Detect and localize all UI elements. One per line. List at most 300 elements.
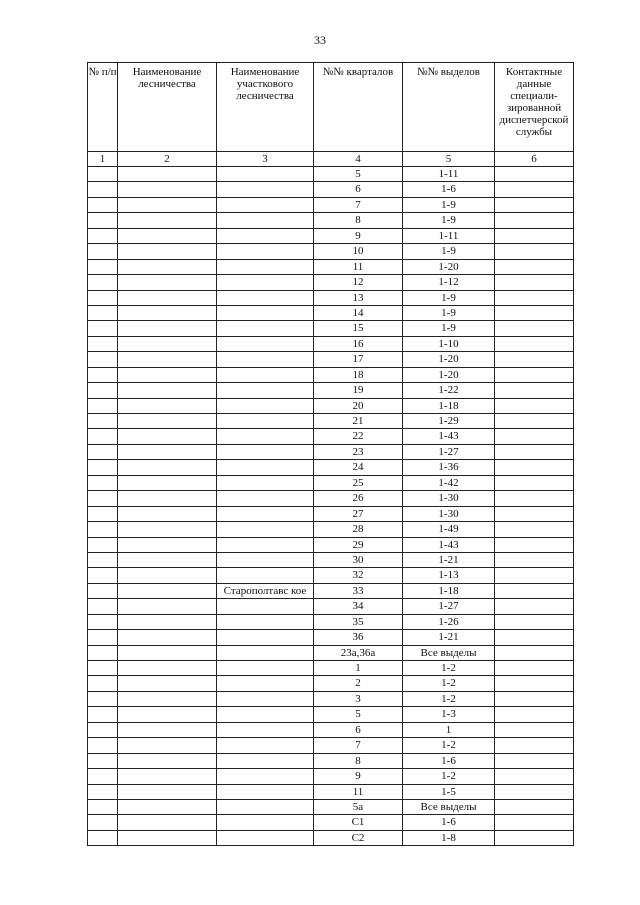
empty-cell (495, 722, 574, 737)
table-row (88, 753, 574, 768)
allotment-cell: 1 (403, 722, 495, 737)
allotment-cell: 1-3 (403, 707, 495, 722)
quarter-cell: 22 (314, 429, 403, 444)
empty-cell (217, 784, 314, 799)
empty-cell (88, 506, 118, 521)
allotment-cell: 1-21 (403, 552, 495, 567)
empty-cell (118, 614, 217, 629)
empty-cell (118, 367, 217, 382)
allotment-cell: 1-9 (403, 305, 495, 320)
empty-cell (118, 722, 217, 737)
empty-cell (88, 537, 118, 552)
empty-cell (88, 228, 118, 243)
quarter-cell: 20 (314, 398, 403, 413)
empty-cell (495, 475, 574, 490)
empty-cell (118, 753, 217, 768)
empty-cell (88, 815, 118, 830)
table-row (88, 599, 574, 614)
empty-cell (118, 552, 217, 567)
column-number: 4 (314, 152, 403, 167)
quarter-cell: 8 (314, 213, 403, 228)
empty-cell (495, 352, 574, 367)
empty-cell (217, 244, 314, 259)
quarter-cell: 14 (314, 305, 403, 320)
empty-cell (88, 414, 118, 429)
page-number: 33 (314, 33, 326, 47)
empty-cell (217, 182, 314, 197)
quarter-cell: 11 (314, 784, 403, 799)
empty-cell (88, 475, 118, 490)
quarter-cell: 6 (314, 182, 403, 197)
forest-quarters-table (87, 62, 574, 846)
table-row (88, 630, 574, 645)
empty-cell (118, 769, 217, 784)
empty-cell (88, 722, 118, 737)
empty-cell (217, 213, 314, 228)
empty-cell (495, 552, 574, 567)
header-quarters: №№ кварталов (314, 63, 403, 152)
quarter-cell: 17 (314, 352, 403, 367)
allotment-cell: 1-9 (403, 213, 495, 228)
empty-cell (495, 645, 574, 660)
empty-cell (217, 305, 314, 320)
empty-cell (217, 722, 314, 737)
empty-cell (217, 275, 314, 290)
column-number: 5 (403, 152, 495, 167)
empty-cell (118, 491, 217, 506)
empty-cell (118, 398, 217, 413)
table-row (88, 691, 574, 706)
quarter-cell: 35 (314, 614, 403, 629)
quarter-cell: 23 (314, 444, 403, 459)
empty-cell (88, 630, 118, 645)
subforestry-name: Старополтавс кое (217, 583, 314, 598)
empty-cell (495, 583, 574, 598)
quarter-cell: 9 (314, 228, 403, 243)
quarter-cell: 6 (314, 722, 403, 737)
table-row (88, 383, 574, 398)
empty-cell (495, 707, 574, 722)
quarter-cell: 1 (314, 661, 403, 676)
empty-cell (88, 398, 118, 413)
quarter-cell: 30 (314, 552, 403, 567)
empty-cell (217, 707, 314, 722)
table-row (88, 645, 574, 660)
empty-cell (495, 738, 574, 753)
column-number: 6 (495, 152, 574, 167)
empty-cell (88, 522, 118, 537)
empty-cell (118, 583, 217, 598)
quarter-cell: 5 (314, 707, 403, 722)
allotment-cell: 1-11 (403, 228, 495, 243)
empty-cell (217, 753, 314, 768)
empty-cell (118, 321, 217, 336)
allotment-cell: 1-9 (403, 244, 495, 259)
header-contacts: Контактные данные специали-зированной диспетчерской службы (495, 63, 574, 152)
table-row (88, 182, 574, 197)
table-row (88, 429, 574, 444)
table-row (88, 784, 574, 799)
empty-cell (217, 614, 314, 629)
empty-cell (88, 213, 118, 228)
table-row (88, 336, 574, 351)
empty-cell (88, 707, 118, 722)
empty-cell (118, 182, 217, 197)
empty-cell (118, 522, 217, 537)
empty-cell (495, 383, 574, 398)
allotment-cell: 1-13 (403, 568, 495, 583)
allotment-cell: 1-20 (403, 352, 495, 367)
allotment-cell: 1-27 (403, 599, 495, 614)
quarter-cell: 33 (314, 583, 403, 598)
allotment-cell: 1-9 (403, 321, 495, 336)
empty-cell (118, 460, 217, 475)
column-number: 1 (88, 152, 118, 167)
header-row (88, 63, 574, 152)
quarter-cell: 19 (314, 383, 403, 398)
allotment-cell: 1-27 (403, 444, 495, 459)
table-row (88, 491, 574, 506)
empty-cell (118, 707, 217, 722)
empty-cell (495, 398, 574, 413)
empty-cell (88, 645, 118, 660)
empty-cell (118, 691, 217, 706)
allotment-cell: 1-5 (403, 784, 495, 799)
quarter-cell: 28 (314, 522, 403, 537)
empty-cell (217, 799, 314, 814)
allotment-cell: 1-26 (403, 614, 495, 629)
empty-cell (88, 583, 118, 598)
allotment-cell: 1-12 (403, 275, 495, 290)
empty-cell (217, 552, 314, 567)
empty-cell (88, 167, 118, 182)
empty-cell (217, 491, 314, 506)
table-row (88, 537, 574, 552)
quarter-cell: 34 (314, 599, 403, 614)
empty-cell (495, 444, 574, 459)
empty-cell (217, 383, 314, 398)
empty-cell (495, 321, 574, 336)
empty-cell (495, 753, 574, 768)
empty-cell (217, 676, 314, 691)
empty-cell (88, 197, 118, 212)
empty-cell (217, 398, 314, 413)
empty-cell (118, 537, 217, 552)
allotment-cell: 1-2 (403, 676, 495, 691)
table-row (88, 398, 574, 413)
quarter-cell: 23а,36а (314, 645, 403, 660)
empty-cell (118, 244, 217, 259)
empty-cell (495, 830, 574, 845)
empty-cell (118, 383, 217, 398)
empty-cell (217, 599, 314, 614)
table-row (88, 167, 574, 182)
table-row (88, 722, 574, 737)
empty-cell (495, 336, 574, 351)
empty-cell (88, 429, 118, 444)
quarter-cell: 18 (314, 367, 403, 382)
empty-cell (88, 491, 118, 506)
allotment-cell: 1-6 (403, 182, 495, 197)
empty-cell (495, 259, 574, 274)
quarter-cell: 5а (314, 799, 403, 814)
empty-cell (495, 197, 574, 212)
empty-cell (217, 830, 314, 845)
allotment-cell: 1-49 (403, 522, 495, 537)
allotment-cell: Все выделы (403, 645, 495, 660)
empty-cell (118, 784, 217, 799)
empty-cell (118, 305, 217, 320)
empty-cell (88, 321, 118, 336)
table-row (88, 197, 574, 212)
empty-cell (118, 167, 217, 182)
allotment-cell: 1-9 (403, 290, 495, 305)
empty-cell (88, 552, 118, 567)
quarter-cell: 16 (314, 336, 403, 351)
empty-cell (118, 336, 217, 351)
table-row (88, 228, 574, 243)
empty-cell (495, 491, 574, 506)
empty-cell (88, 799, 118, 814)
empty-cell (118, 630, 217, 645)
empty-cell (217, 460, 314, 475)
empty-cell (495, 290, 574, 305)
allotment-cell: 1-6 (403, 815, 495, 830)
empty-cell (217, 475, 314, 490)
table-row (88, 213, 574, 228)
empty-cell (217, 290, 314, 305)
quarter-cell: 21 (314, 414, 403, 429)
empty-cell (88, 830, 118, 845)
allotment-cell: 1-10 (403, 336, 495, 351)
table-row (88, 815, 574, 830)
empty-cell (118, 661, 217, 676)
quarter-cell: 5 (314, 167, 403, 182)
table-row (88, 707, 574, 722)
quarter-cell: 25 (314, 475, 403, 490)
empty-cell (88, 738, 118, 753)
empty-cell (118, 290, 217, 305)
allotment-cell: 1-20 (403, 367, 495, 382)
allotment-cell: 1-30 (403, 506, 495, 521)
empty-cell (495, 275, 574, 290)
table-row (88, 661, 574, 676)
empty-cell (118, 475, 217, 490)
empty-cell (88, 599, 118, 614)
allotment-cell: Все выделы (403, 799, 495, 814)
empty-cell (88, 769, 118, 784)
empty-cell (217, 506, 314, 521)
empty-cell (495, 691, 574, 706)
quarter-cell: 9 (314, 769, 403, 784)
table-row (88, 290, 574, 305)
empty-cell (217, 259, 314, 274)
quarter-cell: 29 (314, 537, 403, 552)
empty-cell (118, 213, 217, 228)
empty-cell (495, 182, 574, 197)
quarter-cell: 2 (314, 676, 403, 691)
empty-cell (217, 321, 314, 336)
empty-cell (118, 568, 217, 583)
allotment-cell: 1-43 (403, 537, 495, 552)
quarter-cell: 12 (314, 275, 403, 290)
empty-cell (495, 213, 574, 228)
empty-cell (118, 352, 217, 367)
quarter-cell: 7 (314, 197, 403, 212)
table-row (88, 321, 574, 336)
empty-cell (217, 444, 314, 459)
empty-cell (88, 290, 118, 305)
empty-cell (88, 753, 118, 768)
empty-cell (217, 691, 314, 706)
quarter-cell: 36 (314, 630, 403, 645)
allotment-cell: 1-9 (403, 197, 495, 212)
empty-cell (217, 197, 314, 212)
header-subforestry: Наименование участкового лесничества (217, 63, 314, 152)
empty-cell (217, 352, 314, 367)
empty-cell (495, 599, 574, 614)
quarter-cell: 27 (314, 506, 403, 521)
empty-cell (88, 305, 118, 320)
empty-cell (118, 228, 217, 243)
table-row (88, 367, 574, 382)
header-allotments: №№ выделов (403, 63, 495, 152)
table-row (88, 305, 574, 320)
allotment-cell: 1-8 (403, 830, 495, 845)
empty-cell (217, 537, 314, 552)
empty-cell (118, 815, 217, 830)
allotment-cell: 1-2 (403, 691, 495, 706)
empty-cell (495, 522, 574, 537)
empty-cell (217, 661, 314, 676)
empty-cell (495, 614, 574, 629)
quarter-cell: 13 (314, 290, 403, 305)
table-row (88, 830, 574, 845)
column-number: 3 (217, 152, 314, 167)
quarter-cell: 15 (314, 321, 403, 336)
empty-cell (495, 429, 574, 444)
empty-cell (495, 630, 574, 645)
empty-cell (88, 367, 118, 382)
empty-cell (217, 429, 314, 444)
empty-cell (118, 197, 217, 212)
table-row (88, 275, 574, 290)
table-row (88, 583, 574, 598)
table-row (88, 522, 574, 537)
empty-cell (88, 568, 118, 583)
empty-cell (495, 244, 574, 259)
empty-cell (217, 167, 314, 182)
table-row (88, 414, 574, 429)
quarter-cell: 7 (314, 738, 403, 753)
empty-cell (88, 275, 118, 290)
empty-cell (495, 460, 574, 475)
empty-cell (495, 167, 574, 182)
allotment-cell: 1-30 (403, 491, 495, 506)
empty-cell (88, 244, 118, 259)
header-number: № п/п (88, 63, 118, 152)
empty-cell (88, 661, 118, 676)
empty-cell (88, 691, 118, 706)
allotment-cell: 1-29 (403, 414, 495, 429)
allotment-cell: 1-22 (403, 383, 495, 398)
table-row (88, 244, 574, 259)
allotment-cell: 1-11 (403, 167, 495, 182)
empty-cell (217, 645, 314, 660)
table-row (88, 259, 574, 274)
allotment-cell: 1-2 (403, 738, 495, 753)
empty-cell (217, 336, 314, 351)
quarter-cell: 10 (314, 244, 403, 259)
empty-cell (88, 383, 118, 398)
table-row (88, 460, 574, 475)
empty-cell (118, 830, 217, 845)
empty-cell (495, 784, 574, 799)
table-row (88, 769, 574, 784)
quarter-cell: С1 (314, 815, 403, 830)
empty-cell (88, 614, 118, 629)
empty-cell (217, 568, 314, 583)
column-number: 2 (118, 152, 217, 167)
empty-cell (495, 568, 574, 583)
empty-cell (495, 305, 574, 320)
allotment-cell: 1-42 (403, 475, 495, 490)
table-row (88, 738, 574, 753)
empty-cell (118, 799, 217, 814)
table-row (88, 352, 574, 367)
empty-cell (118, 259, 217, 274)
empty-cell (217, 522, 314, 537)
empty-cell (118, 738, 217, 753)
table-row (88, 676, 574, 691)
empty-cell (217, 414, 314, 429)
empty-cell (495, 676, 574, 691)
empty-cell (495, 815, 574, 830)
table-row (88, 506, 574, 521)
quarter-cell: 24 (314, 460, 403, 475)
empty-cell (495, 414, 574, 429)
empty-cell (495, 506, 574, 521)
empty-cell (495, 769, 574, 784)
allotment-cell: 1-18 (403, 583, 495, 598)
quarter-cell: 32 (314, 568, 403, 583)
table-row (88, 799, 574, 814)
empty-cell (217, 815, 314, 830)
empty-cell (118, 645, 217, 660)
empty-cell (88, 784, 118, 799)
table-row (88, 444, 574, 459)
column-number-row (88, 152, 574, 167)
empty-cell (217, 769, 314, 784)
allotment-cell: 1-2 (403, 769, 495, 784)
empty-cell (88, 444, 118, 459)
table-row (88, 614, 574, 629)
empty-cell (217, 367, 314, 382)
empty-cell (118, 676, 217, 691)
allotment-cell: 1-36 (403, 460, 495, 475)
quarter-cell: 26 (314, 491, 403, 506)
empty-cell (118, 506, 217, 521)
empty-cell (118, 444, 217, 459)
allotment-cell: 1-2 (403, 661, 495, 676)
empty-cell (217, 228, 314, 243)
empty-cell (217, 630, 314, 645)
empty-cell (118, 429, 217, 444)
empty-cell (118, 599, 217, 614)
empty-cell (495, 661, 574, 676)
allotment-cell: 1-18 (403, 398, 495, 413)
quarter-cell: 8 (314, 753, 403, 768)
